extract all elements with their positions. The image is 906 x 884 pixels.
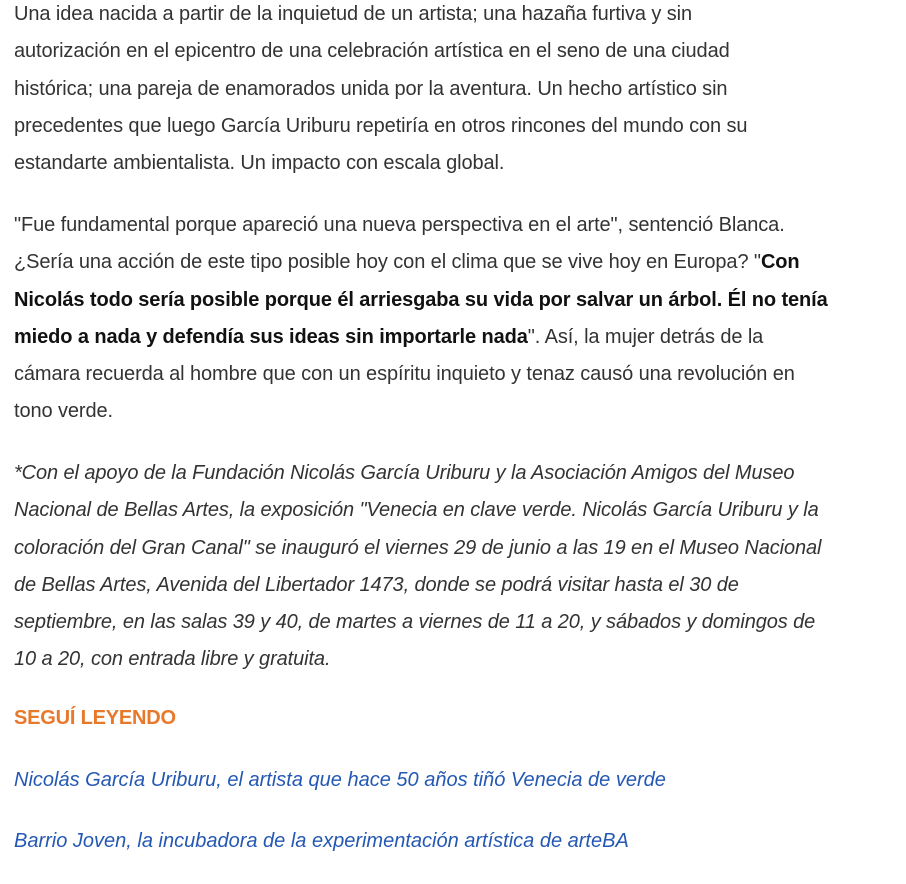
paragraph-line <box>14 319 874 356</box>
paragraph-text: ". Así, la mujer detrás de la <box>527 325 764 348</box>
paragraph-line: Una idea nacida a partir de la inquietud de un artista; una hazaña furtiva y sin <box>14 3 692 25</box>
paragraph-line: Nacional de Bellas Artes, la exposición "Venecia en clave verde. Nicolás García Uriburu y la <box>14 499 819 522</box>
paragraph-intro <box>14 0 854 182</box>
bold-quote-text: miedo a nada y defendía sus ideas sin importarle nada <box>14 325 528 348</box>
paragraph-line: tono verde. <box>14 400 113 423</box>
paragraph-line: coloración del Gran Canal" se inauguró el viernes 29 de junio a las 19 en el Museo Nacional <box>14 536 822 559</box>
paragraph-line <box>14 244 874 281</box>
paragraph-line: cámara recuerda al hombre que con un espíritu inquieto y tenaz causó una revolución en <box>14 363 795 386</box>
related-article-link[interactable]: Nicolás García Uriburu, el artista que hace 50 años tiñó Venecia de verde <box>14 769 666 791</box>
paragraph-line: "Fue fundamental porque apareció una nueva perspectiva en el arte", sentenció Blanca. <box>14 214 785 236</box>
paragraph-line: precedentes que luego García Uriburu repetiría en otros rincones del mundo con su <box>14 114 748 137</box>
paragraph-line: septiembre, en las salas 39 y 40, de martes a viernes de 11 a 20, y sábados y domingos de <box>14 611 816 634</box>
related-article-link[interactable]: Barrio Joven, la incubadora de la experimentación artística de arteBA <box>14 830 629 852</box>
bold-quote-text: Con <box>760 251 800 274</box>
paragraph-quote <box>14 207 874 431</box>
paragraph-line: de Bellas Artes, Avenida del Libertador 1473, donde se podrá visitar hasta el 30 de <box>14 573 739 596</box>
bold-quote-text: Nicolás todo sería posible porque él arriesgaba su vida por salvar un árbol. Él no tenía <box>14 288 828 311</box>
related-section-title: SEGUÍ LEYENDO <box>14 707 176 729</box>
paragraph-text: ¿Sería una acción de este tipo posible hoy con el clima que se vive hoy en Europa? " <box>14 251 761 274</box>
paragraph-line: histórica; una pareja de enamorados unida por la aventura. Un hecho artístico sin <box>14 77 728 100</box>
paragraph-exhibition-note <box>14 455 874 679</box>
paragraph-line: 10 a 20, con entrada libre y gratuita. <box>14 648 331 671</box>
paragraph-line: autorización en el epicentro de una celebración artística en el seno de una ciudad <box>14 40 730 63</box>
paragraph-line: estandarte ambientalista. Un impacto con escala global. <box>14 152 505 175</box>
paragraph-line: *Con el apoyo de la Fundación Nicolás García Uriburu y la Asociación Amigos del Museo <box>14 462 795 484</box>
